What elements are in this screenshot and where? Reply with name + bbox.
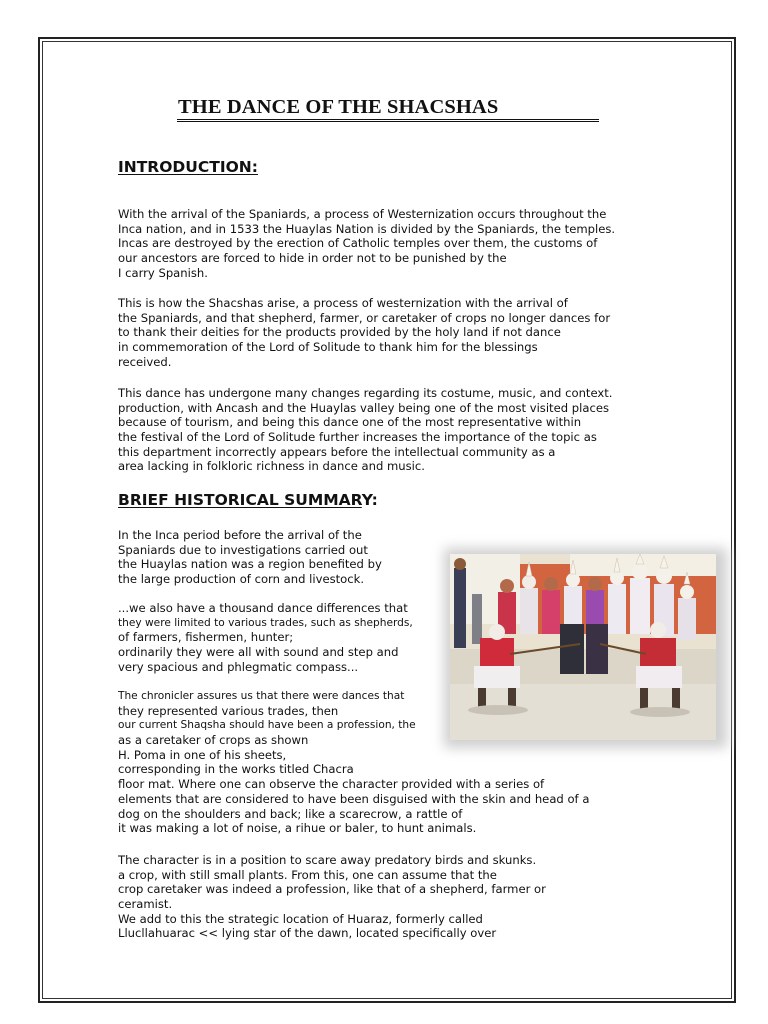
- summary-paragraph-2: [118, 601, 413, 674]
- text-line: elements that are considered to have been disguised with the skin and head of a: [118, 791, 590, 806]
- document-title: THE DANCE OF THE SHACSHAS: [178, 96, 499, 118]
- intro-paragraph-3: [118, 386, 612, 474]
- text-line: We add to this the strategic location of Huaraz, formerly called: [118, 911, 483, 926]
- title-underline: [177, 119, 599, 120]
- text-line: The chronicler assures us that there were dances that: [118, 690, 405, 702]
- text-line: the festival of the Lord of Solitude further increases the importance of the topic as: [118, 430, 597, 445]
- text-line: it was making a lot of noise, a rihue or baler, to hunt animals.: [118, 821, 477, 836]
- introduction-heading-text: INTRODUCTION:: [118, 158, 258, 176]
- text-line: production, with Ancash and the Huaylas valley being one of the most visited places: [118, 400, 610, 415]
- text-line: they represented various trades, then: [118, 703, 339, 718]
- text-line: ceramist.: [118, 897, 173, 912]
- text-line: The character is in a position to scare away predatory birds and skunks.: [118, 853, 537, 867]
- summary-heading-underlined: BRIEF HISTORICAL SUMMAR: [118, 491, 362, 509]
- intro-paragraph-2: [118, 296, 610, 369]
- text-line: in commemoration of the Lord of Solitude to thank him for the blessings: [118, 340, 538, 355]
- text-line: corresponding in the works titled Chacra: [118, 762, 354, 777]
- introduction-heading: [118, 158, 258, 176]
- text-line: With the arrival of the Spaniards, a process of Westernization occurs throughout the: [118, 207, 607, 221]
- text-line: In the Inca period before the arrival of the: [118, 528, 362, 542]
- dancers-photo-illustration: [450, 554, 716, 740]
- summary-heading: [118, 491, 378, 509]
- text-line: ...we also have a thousand dance differences that: [118, 601, 408, 615]
- title-underline-second: [177, 121, 599, 122]
- text-line: very spacious and phlegmatic compass...: [118, 659, 359, 674]
- text-line: This is how the Shacshas arise, a process of westernization with the arrival of: [118, 296, 568, 310]
- text-line: this department incorrectly appears before the intellectual community as a: [118, 444, 556, 459]
- text-line: Incas are destroyed by the erection of Catholic temples over them, the customs of: [118, 236, 598, 251]
- text-line: as a caretaker of crops as shown: [118, 733, 309, 748]
- text-line: to thank their deities for the products provided by the holy land if not dance: [118, 325, 561, 340]
- text-line: the Spaniards, and that shepherd, farmer, or caretaker of crops no longer dances for: [118, 310, 611, 325]
- text-line: received.: [118, 354, 172, 369]
- text-line: Llucllahuarac << lying star of the dawn, located specifically over: [118, 926, 497, 941]
- text-line: our current Shaqsha should have been a profession, the: [118, 719, 416, 732]
- text-line: H. Poma in one of his sheets,: [118, 747, 287, 762]
- text-line: of farmers, fishermen, hunter;: [118, 630, 294, 645]
- text-line: area lacking in folkloric richness in dance and music.: [118, 459, 425, 474]
- text-line: Spaniards due to investigations carried out: [118, 542, 368, 557]
- text-line: floor mat. Where one can observe the character provided with a series of: [118, 777, 545, 792]
- text-line: This dance has undergone many changes regarding its costume, music, and context.: [118, 386, 613, 400]
- text-line: our ancestors are forced to hide in order not to be punished by the: [118, 251, 507, 266]
- summary-paragraph-4: [118, 853, 546, 941]
- text-line: ordinarily they were all with sound and step and: [118, 645, 399, 660]
- text-line: dog on the shoulders and back; like a scarecrow, a rattle of: [118, 806, 463, 821]
- text-line: crop caretaker was indeed a profession, like that of a shepherd, farmer or: [118, 882, 546, 897]
- text-line: the large production of corn and livestock.: [118, 572, 365, 587]
- text-line: the Huaylas nation was a region benefited by: [118, 557, 382, 572]
- text-line: Inca nation, and in 1533 the Huaylas Nation is divided by the Spaniards, the temples.: [118, 221, 616, 236]
- summary-paragraph-1: [118, 528, 382, 587]
- text-line: they were limited to various trades, such as shepherds,: [118, 616, 413, 629]
- summary-heading-rest: Y:: [361, 491, 378, 509]
- intro-paragraph-1: [118, 207, 615, 280]
- dancers-photo: [450, 554, 716, 740]
- text-line: a crop, with still small plants. From this, one can assume that the: [118, 867, 497, 882]
- text-line: I carry Spanish.: [118, 265, 208, 280]
- text-line: because of tourism, and being this dance one of the most representative within: [118, 415, 582, 430]
